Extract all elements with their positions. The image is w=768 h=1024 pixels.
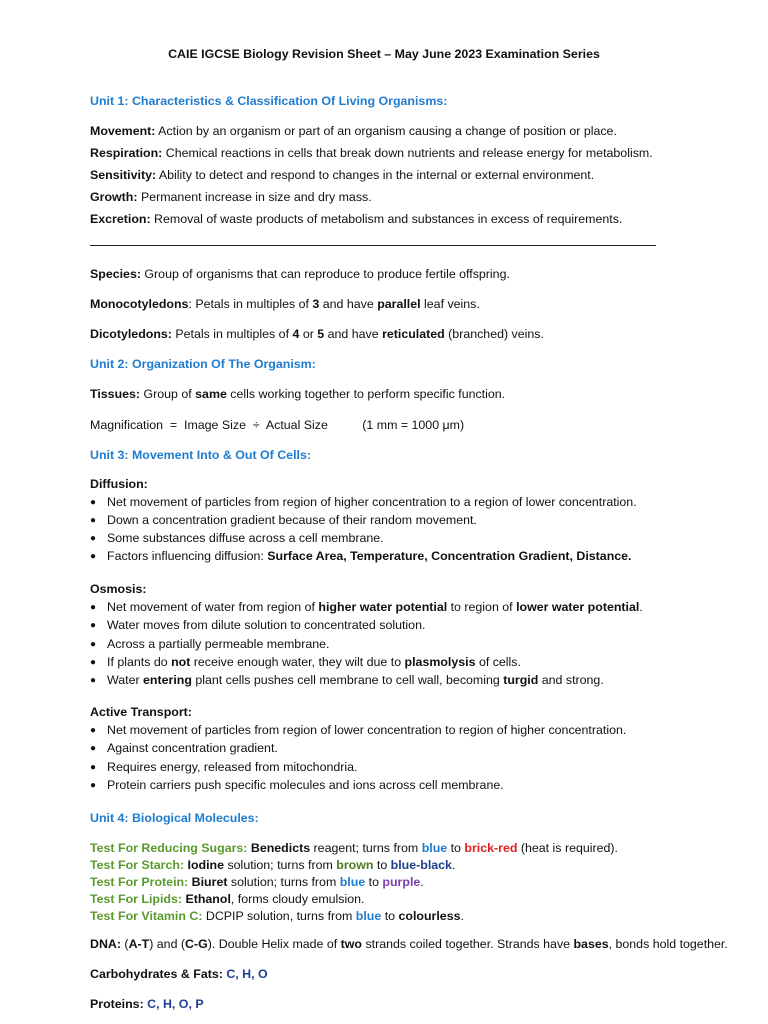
list-item: ● Against concentration gradient. xyxy=(90,741,278,755)
def-monocotyledons: Monocotyledons: Petals in multiples of 3 and have parallel leaf veins. xyxy=(90,297,480,311)
list-item: ● Across a partially permeable membrane. xyxy=(90,637,330,651)
proteins-elements: Proteins: C, H, O, P xyxy=(90,997,204,1011)
def-dna: DNA: (A-T) and (C-G). Double Helix made of two strands coiled together. Strands have bases, bonds hold together. xyxy=(90,937,728,951)
list-item: ● Water moves from dilute solution to concentrated solution. xyxy=(90,618,426,632)
def-species: Species: Group of organisms that can reproduce to produce fertile offspring. xyxy=(90,267,510,281)
list-item: ● Protein carriers push specific molecules and ions across cell membrane. xyxy=(90,778,504,792)
test-reducing-sugars: Test For Reducing Sugars: Benedicts reagent; turns from blue to brick-red (heat is required). xyxy=(90,841,618,855)
list-item: ● Net movement of water from region of higher water potential to region of lower water potential. xyxy=(90,600,643,614)
test-lipids: Test For Lipids: Ethanol, forms cloudy emulsion. xyxy=(90,892,365,906)
def-tissues: Tissues: Group of same cells working together to perform specific function. xyxy=(90,387,506,401)
def-excretion: Excretion: Removal of waste products of metabolism and substances in excess of requirements. xyxy=(90,212,623,226)
magnification-formula: Magnification = Image Size ÷ Actual Size (1 mm = 1000 μm) xyxy=(90,418,465,432)
test-starch: Test For Starch: Iodine solution; turns from brown to blue-black. xyxy=(90,858,456,872)
carbohydrates-fats-elements: Carbohydrates & Fats: C, H, O xyxy=(90,967,268,981)
test-vitamin-c: Test For Vitamin C: DCPIP solution, turns from blue to colourless. xyxy=(90,909,464,923)
unit4-heading: Unit 4: Biological Molecules: xyxy=(90,811,259,825)
list-item: ● Requires energy, released from mitochondria. xyxy=(90,760,358,774)
def-dicotyledons: Dicotyledons: Petals in multiples of 4 or 5 and have reticulated (branched) veins. xyxy=(90,327,544,341)
list-item: ● Down a concentration gradient because of their random movement. xyxy=(90,513,477,527)
active-transport-title: Active Transport: xyxy=(90,705,192,719)
unit2-heading: Unit 2: Organization Of The Organism: xyxy=(90,357,316,371)
def-movement: Movement: Action by an organism or part of an organism causing a change of position or place. xyxy=(90,124,617,138)
list-item: ● Factors influencing diffusion: Surface Area, Temperature, Concentration Gradient, Distance. xyxy=(90,549,632,563)
unit3-heading: Unit 3: Movement Into & Out Of Cells: xyxy=(90,448,311,462)
page-title: CAIE IGCSE Biology Revision Sheet – May June 2023 Examination Series xyxy=(168,47,600,61)
osmosis-title: Osmosis: xyxy=(90,582,147,596)
def-growth: Growth: Permanent increase in size and dry mass. xyxy=(90,190,372,204)
list-item: ● Some substances diffuse across a cell membrane. xyxy=(90,531,384,545)
unit1-heading: Unit 1: Characteristics & Classification Of Living Organisms: xyxy=(90,94,448,108)
list-item: ● If plants do not receive enough water, they wilt due to plasmolysis of cells. xyxy=(90,655,521,669)
test-protein: Test For Protein: Biuret solution; turns from blue to purple. xyxy=(90,875,424,889)
list-item: ● Water entering plant cells pushes cell membrane to cell wall, becoming turgid and strong. xyxy=(90,673,604,687)
def-respiration: Respiration: Chemical reactions in cells that break down nutrients and release energy for metabolism. xyxy=(90,146,653,160)
list-item: ● Net movement of particles from region of higher concentration to a region of lower concentration. xyxy=(90,495,637,509)
divider xyxy=(90,245,656,246)
def-sensitivity: Sensitivity: Ability to detect and respond to changes in the internal or external environment. xyxy=(90,168,595,182)
diffusion-title: Diffusion: xyxy=(90,477,148,491)
list-item: ● Net movement of particles from region of lower concentration to region of higher concentration. xyxy=(90,723,627,737)
